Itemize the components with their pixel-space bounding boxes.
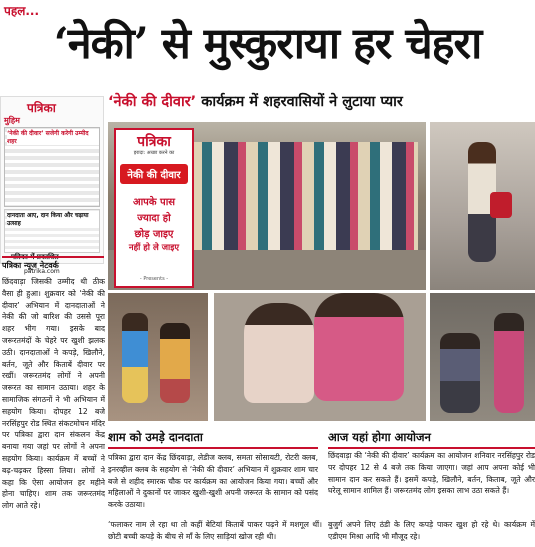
main-headline: ‘नेकी’ से मुस्कुराया हर चेहरा	[53, 19, 482, 69]
red-bag-graphic	[490, 192, 512, 218]
section-heading-today-event: आज यहां होगा आयोजन	[328, 430, 535, 449]
inset-campaign-label: मुहिम	[4, 116, 20, 125]
girl-figure	[244, 303, 314, 403]
girl-figure	[314, 293, 404, 401]
inset-clip2-title: दानदाता आए, दान किया और चढ़ाया उत्साह	[7, 211, 99, 227]
article-body-column: छिंदवाड़ा जिसकी उम्मीद थी ठीक वैसा ही हुआ। शुक्रवार को ‘नेकी की दीवार’ अभियान में दानदाताओं ने नेकी की जो बारिश की उससे पूरा शहर भीग गया। इसके बाद जरूरतमंदों के चेहरे पर खुशी झलक उठी। दानदाताओं ने कपड़े, खिलौने, बर्तन, जूते और किताबें दीवार पर रखीं। जरूरतमंद लोगों ने अपनी जरूरत का सामान उठाया। शहर के सामाजिक संगठनों ने भी अभियान में सहयोग किया। दोपहर 12 बजे नरसिंहपुर रोड स्थित संकटमोचन मंदिर पर पत्रिका द्वारा दान संकलन केंद्र बनाया गया जहां पर लोगों ने अपना सहयोग किया। कार्यक्रम में बच्चों ने बढ़-चढ़कर हिस्सा लिया। लोगों ने कहा कि ऐसा आयोजन हर महीने होना चाहिए। शाम तक जरूरतमंद लोग आते रहे।	[2, 277, 105, 511]
inset-clipping-image	[4, 127, 100, 207]
section-body-today-event: छिंदवाड़ा की ‘नेकी की दीवार’ कार्यक्रम का आयोजन शनिवार नरसिंहपुर रोड पर दोपहर 12 से 4 बजे तक किया जाएगा। जहां आप अपना कोई भी सामान दान कर सकते हैं। इसमें कपड़े, खिलौने, बर्तन, किताब, जूते और घरेलू सामान शामिल हैं। जरूरतमंद लोग इसका लाभ उठा सकते हैं।	[328, 451, 535, 496]
section-body-evening-donors: पत्रिका द्वारा दान केंद्र छिंदवाड़ा, लेडीज क्लब, समता सोसायटी, रोटरी क्लब, इनरव्हील क्लब के सहयोग से ‘नेकी की दीवार’ अभियान में शुक्रवार शाम चार बजे से शहीद स्मारक चौक पर कार्यक्रम का आयोजन किया गया। बच्चों और महिलाओं ने दुकानों पर जाकर खुशी-खुशी अपनी जरूरत के सामान को पसंद करके उठाया।	[108, 453, 318, 510]
child-with-bag-photo	[430, 122, 535, 290]
site-url: patrika.com	[24, 268, 60, 275]
child-figure	[160, 323, 190, 403]
child-figure	[440, 333, 480, 413]
banner-title: नेकी की दीवार	[120, 164, 188, 184]
subheadline	[108, 92, 535, 112]
subhead-quote: ‘नेकी की दीवार’	[108, 94, 197, 110]
banner-line: नहीं हो ले जाइए	[128, 243, 180, 253]
banner-line: आपके पास	[132, 197, 176, 208]
boys-shoes-photo	[430, 293, 535, 421]
banner-line: छोड़ जाइए	[134, 229, 174, 240]
inset-clipping-image-2	[4, 209, 100, 253]
section-heading-evening-donors: शाम को उमड़े दानदाता	[108, 430, 318, 449]
kicker-label: पहल...	[4, 4, 39, 18]
banner-footer: - Presents -	[139, 276, 169, 282]
crowd-graphic	[168, 142, 418, 252]
footer-text-left: ‘फलाकर नाम ले रहा था तो कहीं बेटियां किताबें पाकर पढ़ने में मशगूल थीं। छोटी बच्ची कपड़े के बीच से माँ के लिए साड़ियां खोज रही थी।	[108, 520, 322, 541]
child-figure	[494, 313, 524, 413]
neki-ki-deewar-banner	[114, 128, 194, 288]
banner-brand: पत्रिका	[137, 134, 171, 150]
inset-brand-logo: पत्रिका	[27, 101, 56, 115]
banner-tagline: इरादा: अच्छा करने का	[133, 150, 175, 156]
children-photo	[108, 293, 208, 421]
inset-clip-title: ‘नेकी की दीवार’ सजेगी करेगी उम्मीद शहर	[7, 129, 99, 145]
girls-drawing-photo	[214, 293, 426, 421]
inset-caption: पत्रिका में प्रकाशित	[11, 253, 59, 261]
banner-line: ज्यादा हो	[137, 213, 171, 224]
child-figure	[122, 313, 148, 403]
subhead-rest: कार्यक्रम में शहरवासियों ने लुटाया प्यार	[196, 94, 403, 110]
campaign-inset	[0, 96, 104, 264]
footer-text-right: बुजुर्ग अपने लिए ठंडी के लिए कपड़े पाकर खुश हो रहे थे। कार्यक्रम में एडीएम मिश्रा आदि भी मौजूद रहे।	[328, 520, 535, 541]
byline: पत्रिका न्यूज नेटवर्क	[2, 256, 104, 271]
